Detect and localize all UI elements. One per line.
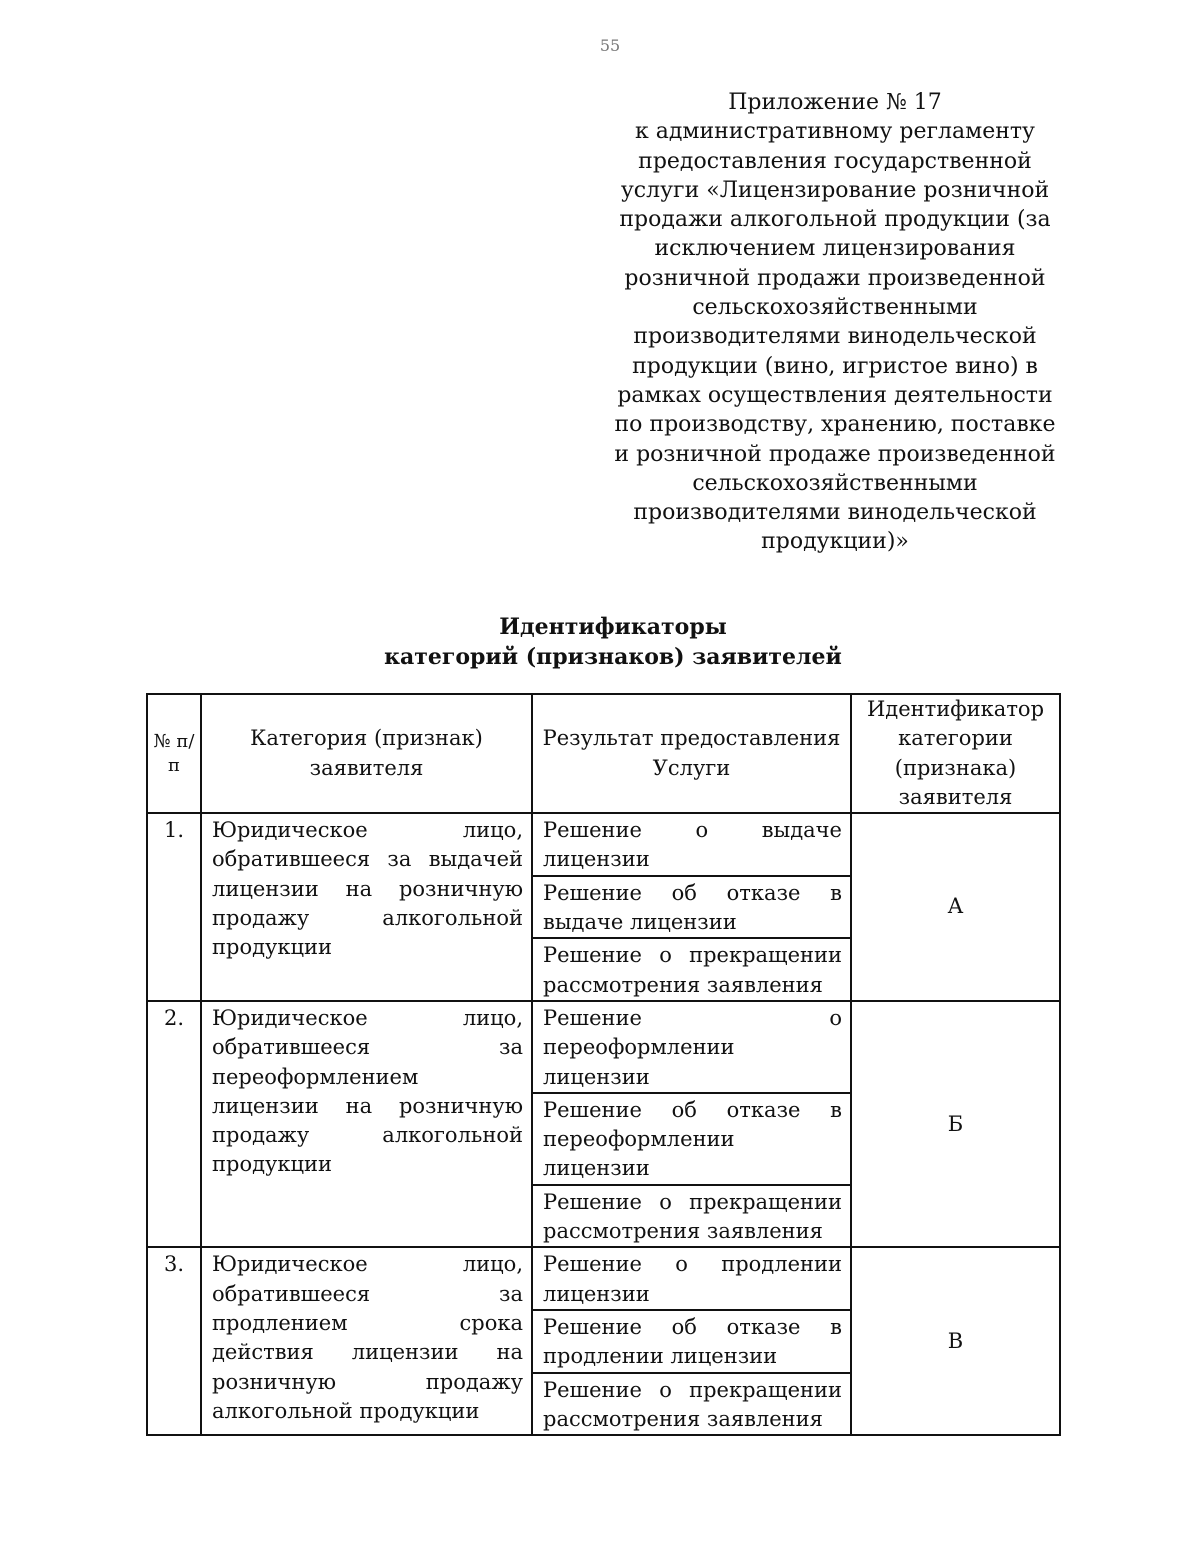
appendix-line: производителями винодельческой (633, 500, 1037, 526)
page-number: 55 (599, 36, 621, 55)
row-result: Решение о продлении лицензии (532, 1247, 851, 1310)
table-row (147, 1247, 1060, 1310)
appendix-line: исключением лицензирования (654, 236, 1016, 262)
row-category: Юридическое лицо, обратившееся за продлением срока действия лицензии на розничную продажу алкогольной продукции (201, 1247, 532, 1435)
appendix-line: продажи алкогольной продукции (за (619, 207, 1051, 233)
header-code: Идентификатор категории (признака) заявителя (851, 694, 1060, 813)
row-result: Решение о прекращении рассмотрения заявления (532, 1373, 851, 1436)
row-category: Юридическое лицо, обратившееся за выдачей лицензии на розничную продажу алкогольной продукции (201, 813, 532, 1001)
appendix-line: сельскохозяйственными (692, 295, 978, 321)
row-result: Решение о прекращении рассмотрения заявления (532, 938, 851, 1001)
appendix-line: к административному регламенту (634, 119, 1035, 145)
row-code: Б (851, 1001, 1060, 1247)
header-result: Результат предоставления Услуги (532, 694, 851, 813)
appendix-line: продукции)» (761, 529, 909, 555)
appendix-line: продукции (вино, игристое вино) в (632, 353, 1038, 379)
row-code: В (851, 1247, 1060, 1435)
table-header-row (147, 694, 1060, 813)
row-result: Решение об отказе в выдаче лицензии (532, 876, 851, 939)
appendix-line: услуги «Лицензирование розничной (620, 177, 1050, 203)
appendix-line: рамках осуществления деятельности (617, 382, 1053, 408)
header-category: Категория (признак) заявителя (201, 694, 532, 813)
appendix-line: сельскохозяйственными (692, 470, 978, 496)
document-title-line-2: категорий (признаков) заявителей (384, 644, 842, 670)
row-result: Решение об отказе в переоформлении лицензии (532, 1093, 851, 1185)
appendix-line: Приложение № 17 (728, 90, 942, 115)
header-num: № п/п (147, 694, 201, 813)
appendix-line: производителями винодельческой (633, 324, 1037, 350)
row-num: 2. (147, 1001, 201, 1247)
row-result: Решение о выдаче лицензии (532, 813, 851, 876)
row-code: А (851, 813, 1060, 1001)
appendix-line: и розничной продаже произведенной (614, 441, 1056, 467)
appendix-line: по производству, хранению, поставке (614, 412, 1056, 438)
document-title-line-1: Идентификаторы (499, 614, 727, 640)
appendix-line: предоставления государственной (638, 148, 1032, 174)
row-num: 1. (147, 813, 201, 1001)
row-result: Решение о прекращении рассмотрения заявления (532, 1185, 851, 1248)
row-num: 3. (147, 1247, 201, 1435)
identifiers-table (146, 693, 1061, 1436)
table-row (147, 813, 1060, 876)
appendix-block (600, 88, 1070, 557)
appendix-line: розничной продажи произведенной (624, 265, 1046, 291)
row-category: Юридическое лицо, обратившееся за переоформлением лицензии на розничную продажу алкогольной продукции (201, 1001, 532, 1247)
row-result: Решение об отказе в продлении лицензии (532, 1310, 851, 1373)
row-result: Решение о переоформлении лицензии (532, 1001, 851, 1093)
document-title (0, 612, 1200, 672)
table-row (147, 1001, 1060, 1093)
